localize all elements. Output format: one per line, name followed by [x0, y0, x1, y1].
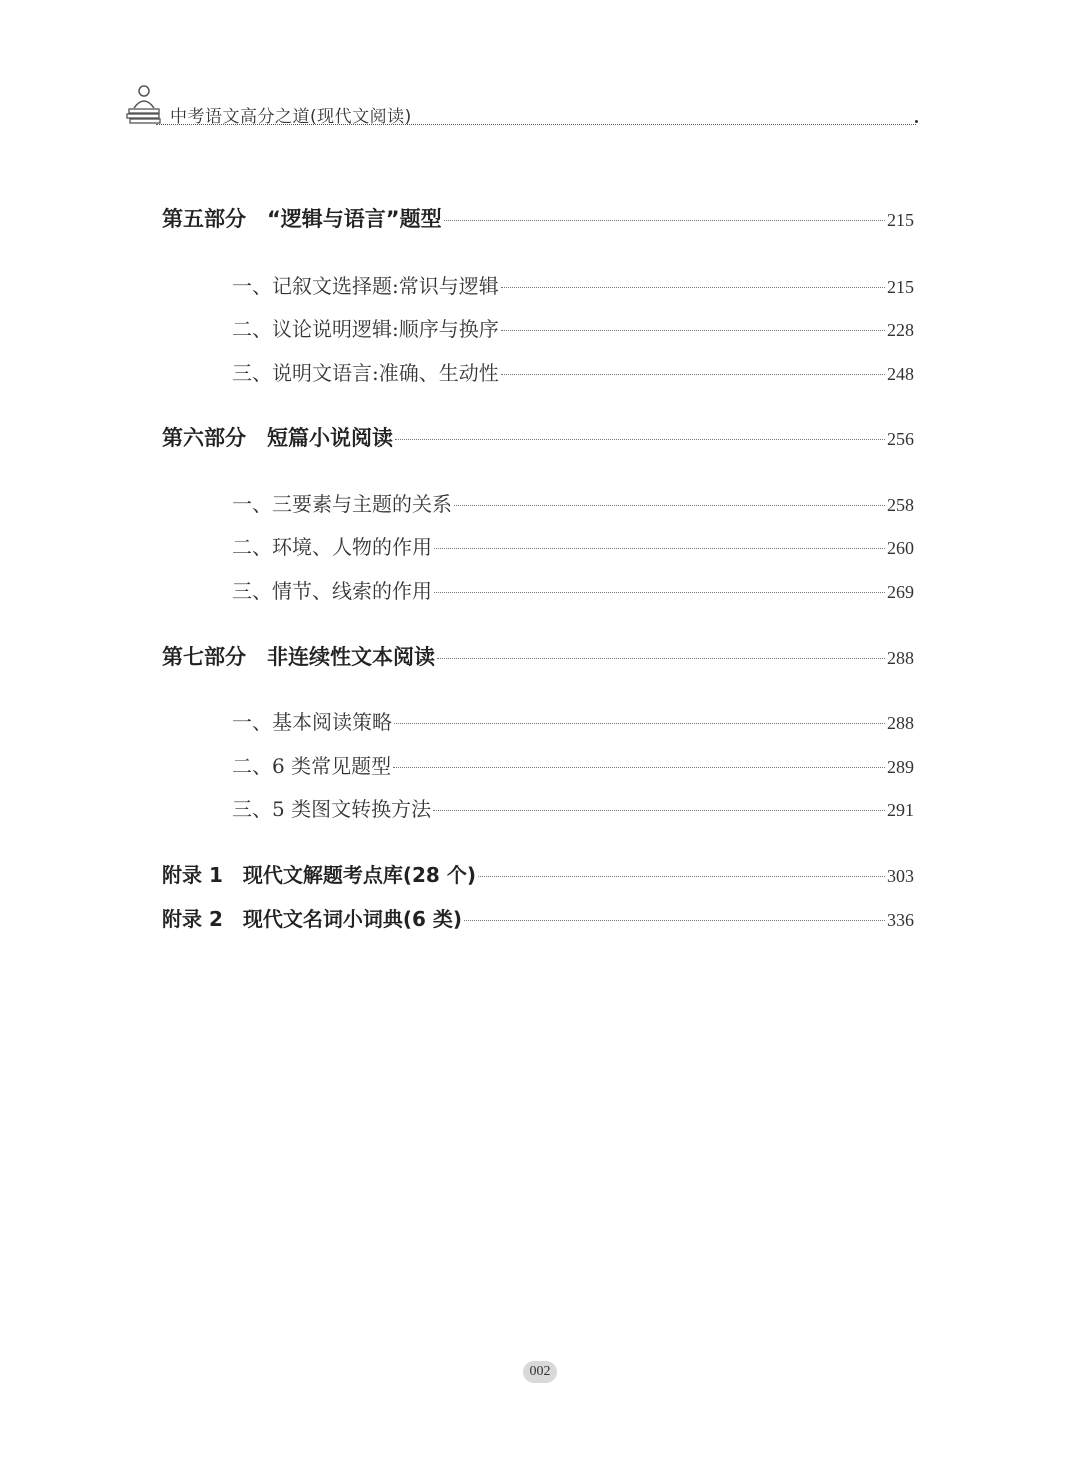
toc-page-number: 288 — [887, 648, 914, 668]
toc-appendix-title: 附录 1 现代文解题考点库(28 个) — [162, 863, 476, 887]
dot-leader — [478, 876, 885, 877]
toc-appendix-title: 附录 2 现代文名词小词典(6 类) — [162, 907, 463, 931]
toc-page-number: 260 — [887, 538, 914, 558]
toc-part-6[interactable] — [162, 422, 914, 452]
toc-page-number: 269 — [887, 582, 914, 602]
toc-item-title: 二、6 类常见题型 — [232, 754, 392, 778]
toc-item-title: 一、基本阅读策略 — [232, 710, 392, 734]
dot-leader — [501, 330, 885, 331]
toc-appendix-1[interactable] — [162, 859, 914, 889]
header-dotted-rule — [156, 124, 916, 125]
dot-leader — [464, 920, 885, 921]
toc-part-5[interactable] — [162, 203, 914, 233]
toc-page-number: 288 — [887, 713, 914, 733]
toc-part-title: 第五部分 “逻辑与语言”题型 — [162, 207, 442, 231]
header-title: 中考语文高分之道(现代文阅读) — [170, 107, 412, 127]
dot-leader — [434, 592, 885, 593]
toc-item[interactable] — [232, 793, 914, 823]
dot-leader — [434, 548, 885, 549]
toc-page-number: 258 — [887, 495, 914, 515]
toc-item[interactable] — [232, 575, 914, 605]
toc-page-number: 215 — [887, 277, 914, 297]
toc-item-title: 二、议论说明逻辑:顺序与换序 — [232, 317, 499, 341]
toc-item-title: 三、说明文语言:准确、生动性 — [232, 361, 499, 385]
toc-item-title: 三、情节、线索的作用 — [232, 579, 432, 603]
dot-leader — [393, 767, 885, 768]
toc-item[interactable] — [232, 531, 914, 561]
dot-leader — [444, 220, 885, 221]
toc-part-7[interactable] — [162, 641, 914, 671]
toc-item[interactable] — [232, 357, 914, 387]
toc-page-number: 215 — [887, 210, 914, 230]
toc-item[interactable] — [232, 313, 914, 343]
toc-item-title: 一、记叙文选择题:常识与逻辑 — [232, 274, 499, 298]
running-header — [126, 84, 916, 128]
toc-page-number: 303 — [887, 866, 914, 886]
toc-item-title: 一、三要素与主题的关系 — [232, 492, 452, 516]
toc-item[interactable] — [232, 270, 914, 300]
dot-leader — [501, 374, 885, 375]
toc-item[interactable] — [232, 488, 914, 518]
toc-page-number: 336 — [887, 910, 914, 930]
toc-item-title: 三、5 类图文转换方法 — [232, 797, 432, 821]
dot-leader — [501, 287, 885, 288]
header-end-dot — [915, 120, 918, 123]
toc-page-number: 291 — [887, 800, 914, 820]
reading-person-logo-icon — [126, 84, 162, 126]
toc-item-title: 二、环境、人物的作用 — [232, 535, 432, 559]
toc-appendix-2[interactable] — [162, 903, 914, 933]
toc-page-number: 289 — [887, 757, 914, 777]
toc-page-number: 248 — [887, 364, 914, 384]
page-number-badge: 002 — [523, 1361, 557, 1383]
toc-item[interactable] — [232, 750, 914, 780]
dot-leader — [454, 505, 885, 506]
toc-page-number: 228 — [887, 320, 914, 340]
dot-leader — [394, 723, 885, 724]
dot-leader — [395, 439, 885, 440]
toc-item[interactable] — [232, 706, 914, 736]
toc-page-number: 256 — [887, 429, 914, 449]
dot-leader — [437, 658, 885, 659]
toc-part-title: 第六部分 短篇小说阅读 — [162, 426, 393, 450]
dot-leader — [433, 810, 885, 811]
toc-part-title: 第七部分 非连续性文本阅读 — [162, 645, 435, 669]
